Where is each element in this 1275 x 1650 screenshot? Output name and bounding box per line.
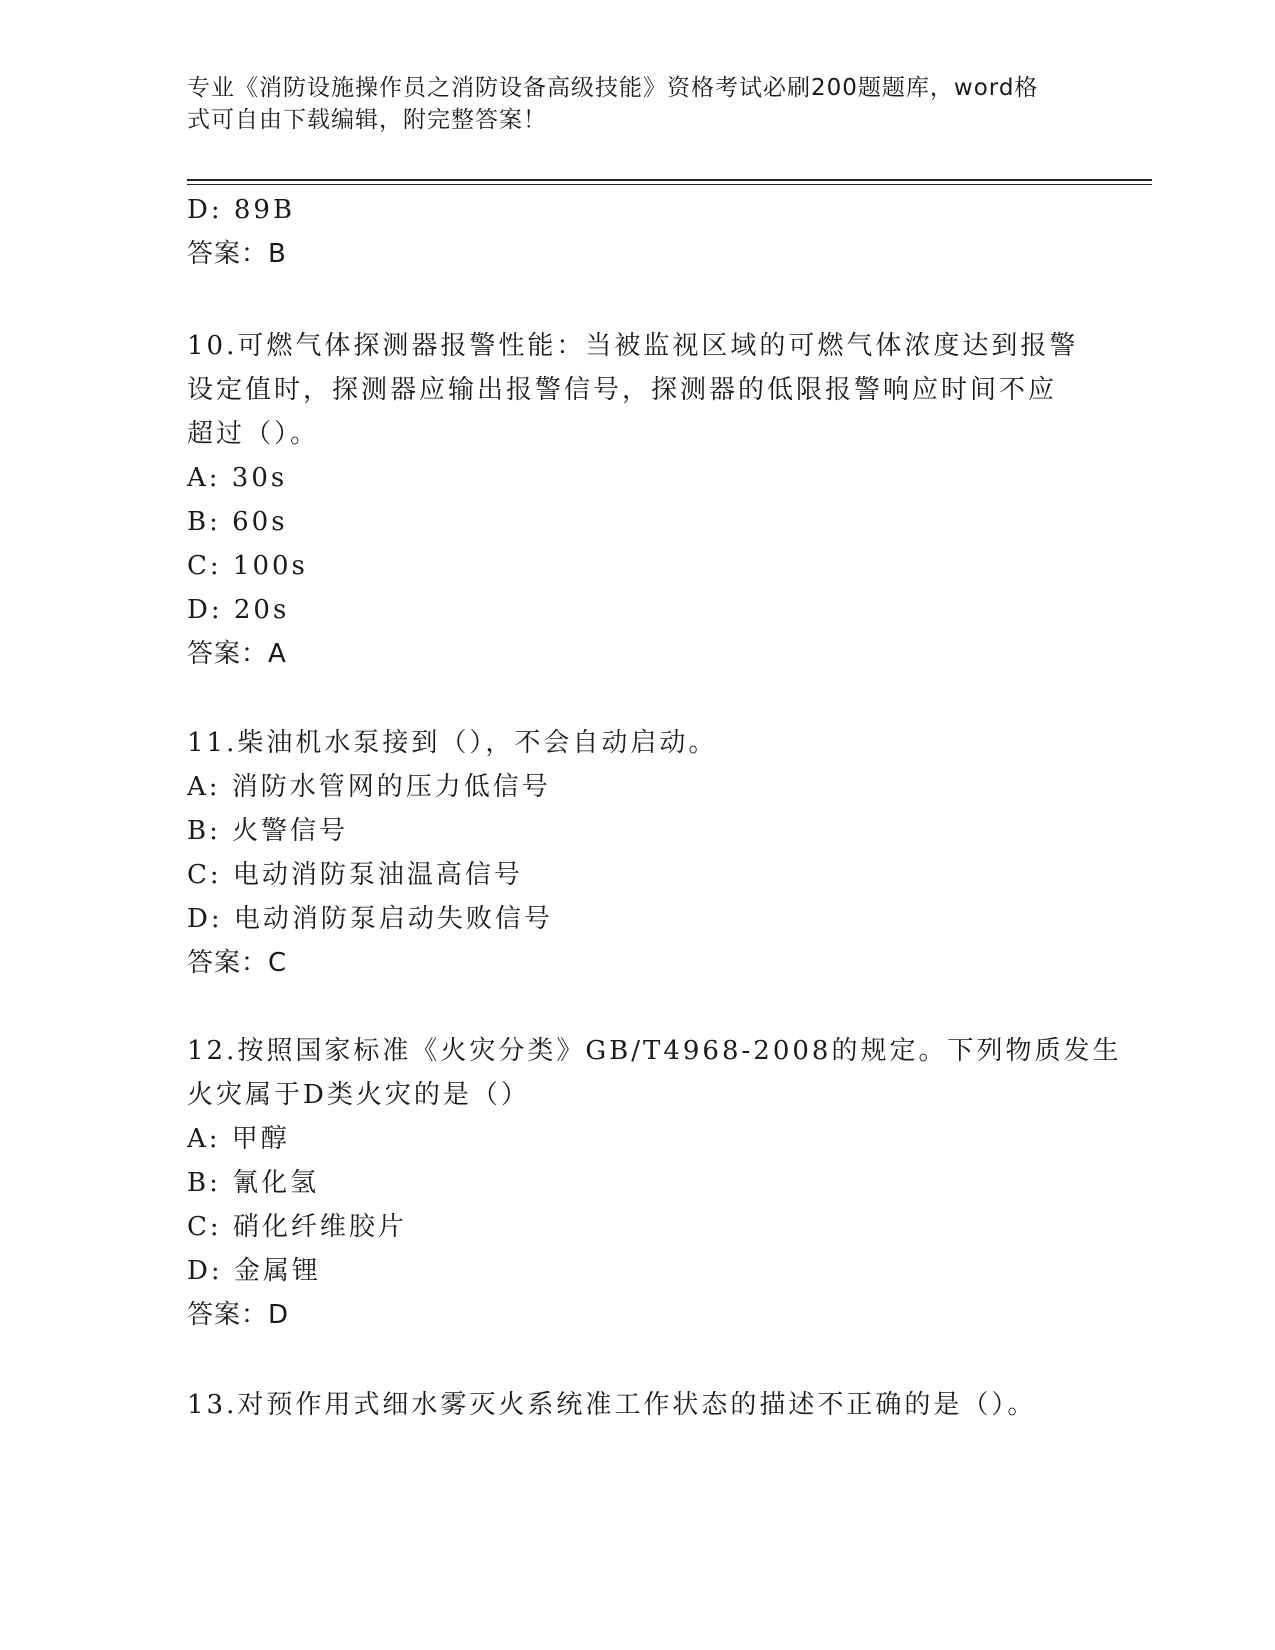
q12-answer: 答案：D bbox=[187, 1300, 290, 1330]
q10-text-line-1: 10.可燃气体探测器报警性能：当被监视区域的可燃气体浓度达到报警 bbox=[187, 331, 1079, 361]
header-line-2: 式可自由下载编辑，附完整答案！ bbox=[187, 107, 547, 133]
q12-option-c: C: 硝化纤维胶片 bbox=[187, 1212, 407, 1242]
q12-text-line-2: 火灾属于D类火灾的是（） bbox=[187, 1080, 530, 1110]
q10-option-d: D: 20s bbox=[187, 595, 290, 625]
q12-text-line-1: 12.按照国家标准《火灾分类》GB/T4968-2008的规定。下列物质发生 bbox=[187, 1036, 1122, 1066]
q11-option-a: A: 消防水管网的压力低信号 bbox=[187, 772, 551, 802]
q11-option-c: C: 电动消防泵油温高信号 bbox=[187, 860, 523, 890]
header-rule-thick bbox=[187, 179, 1152, 181]
q10-answer: 答案：A bbox=[187, 639, 287, 669]
q12-option-a: A: 甲醇 bbox=[187, 1124, 290, 1154]
document-header bbox=[187, 72, 1067, 136]
q10-text-line-2: 设定值时，探测器应输出报警信号，探测器的低限报警响应时间不应 bbox=[187, 375, 1058, 405]
q11-option-b: B: 火警信号 bbox=[187, 816, 349, 846]
header-rule-thin bbox=[187, 184, 1152, 185]
q10-text-line-3: 超过（）。 bbox=[187, 419, 320, 449]
q12-option-b: B: 氰化氢 bbox=[187, 1168, 320, 1198]
q10-option-a: A: 30s bbox=[187, 463, 288, 493]
q12-option-d: D: 金属锂 bbox=[187, 1256, 321, 1286]
q10-option-c: C: 100s bbox=[187, 551, 308, 581]
q11-answer: 答案：C bbox=[187, 948, 288, 978]
header-line-1: 专业《消防设施操作员之消防设备高级技能》资格考试必刷200题题库，word格 bbox=[187, 75, 1039, 101]
prev-answer: 答案：B bbox=[187, 239, 287, 269]
q11-option-d: D: 电动消防泵启动失败信号 bbox=[187, 904, 553, 934]
q11-text-line-1: 11.柴油机水泵接到（），不会自动启动。 bbox=[187, 728, 718, 758]
prev-option-d: D: 89B bbox=[187, 195, 296, 225]
q10-option-b: B: 60s bbox=[187, 507, 288, 537]
q13-text-line-1: 13.对预作用式细水雾灭火系统准工作状态的描述不正确的是（）。 bbox=[187, 1390, 1037, 1420]
